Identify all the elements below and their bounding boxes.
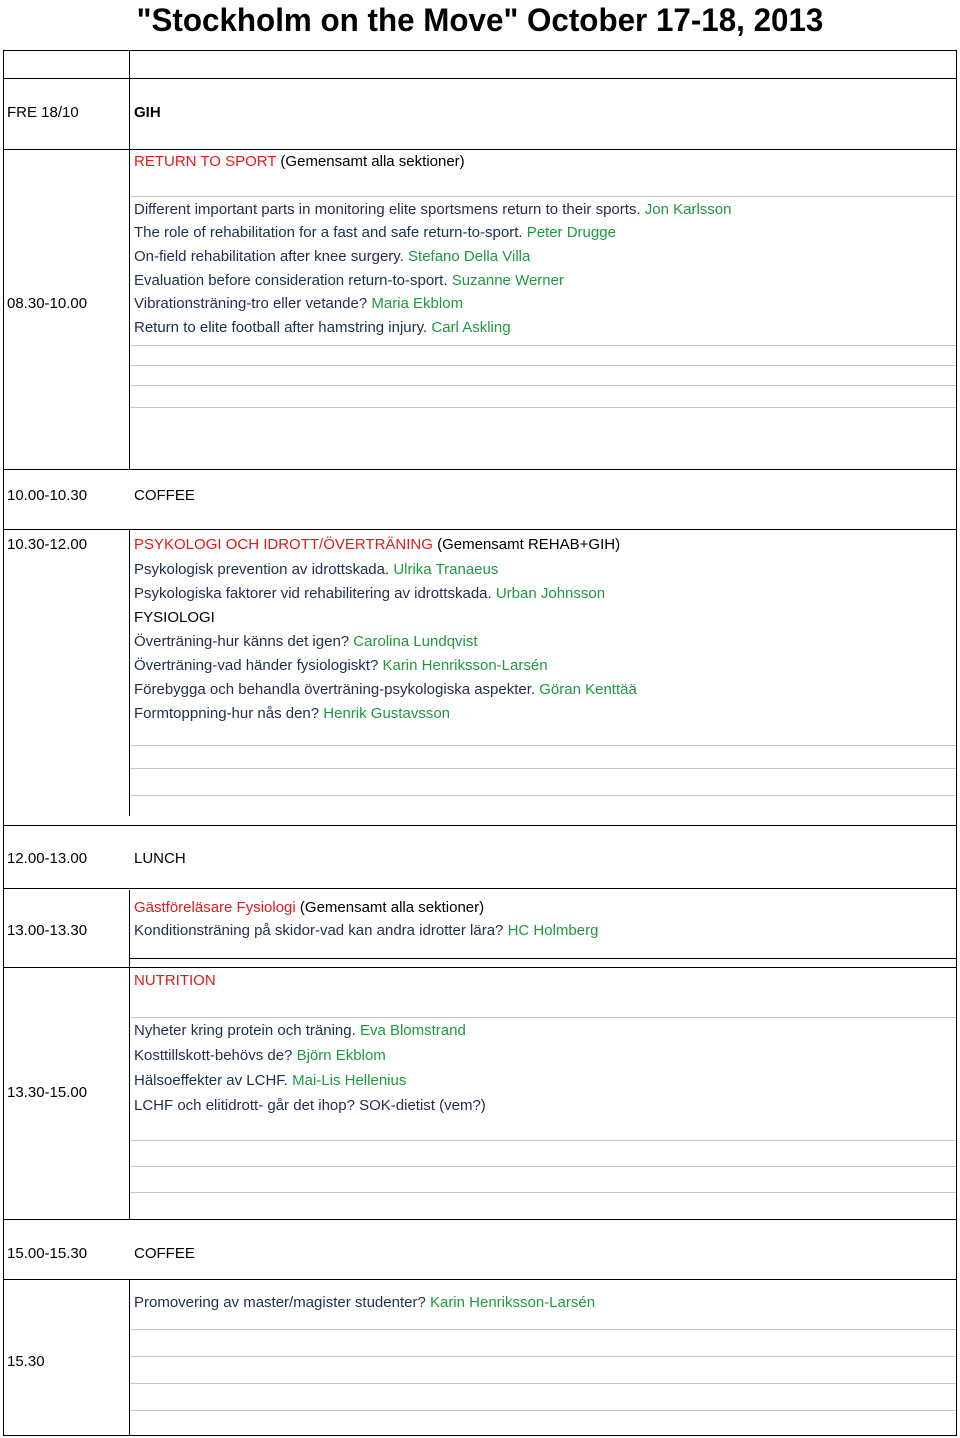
time-slot: 15.00-15.30 [7,1245,88,1262]
talk [134,585,605,603]
section-heading [134,899,484,917]
talk-title: Different important parts in monitoring elite sportsmens return to their sports. [134,201,645,218]
grid-line [130,385,956,386]
grid-line [130,768,956,769]
page-title: "Stockholm on the Move" October 17-18, 2013 [136,2,824,38]
grid-line [130,1192,956,1193]
talk-title: Vibrationsträning-tro eller vetande? [134,295,372,312]
speaker-name: Henrik Gustavsson [323,705,450,722]
time-slot: 10.00-10.30 [7,487,88,504]
talk-title: On-field rehabilitation after knee surgery. [134,248,409,265]
section-heading [134,536,620,554]
break-label: COFFEE [134,487,195,504]
section-title: Gästföreläsare Fysiologi [134,899,296,916]
grid-line [130,1140,956,1141]
row-divider [3,1219,957,1220]
row-divider [3,78,957,79]
talk-title: Promovering av master/magister studenter? [134,1294,430,1311]
talk-title: (Gemensamt REHAB+GIH) [432,536,621,553]
time-slot: 08.30-10.00 [7,295,88,312]
break-label: COFFEE [134,1245,195,1262]
talk-title: Nyheter kring protein och träning. [134,1022,360,1039]
time-slot: 12.00-13.00 [7,850,88,867]
talk [134,1097,486,1115]
column-divider [129,1280,130,1436]
talk [134,633,478,651]
talk-title: Kosttillskott-behövs de? [134,1047,297,1064]
row-divider [3,825,957,826]
speaker-name: Suzanne Werner [451,272,564,289]
talk [134,1047,386,1065]
row-divider [3,1279,957,1280]
talk [134,681,637,699]
break-label: LUNCH [134,850,186,867]
venue-label: GIH [134,104,161,121]
talk-title: Return to elite football after hamstring injury. [134,319,432,336]
section-title: PSYKOLOGI OCH IDROTT/ÖVERTRÄNING [134,536,433,553]
talk [134,319,511,337]
grid-line [130,365,956,366]
grid-line [130,745,956,746]
section-heading: NUTRITION [134,972,216,989]
talk-title: Evaluation before consideration return-to-sport. [134,272,452,289]
grid-line [130,795,956,796]
grid-line [130,407,956,408]
talk-title: Förebygga och behandla överträning-psykologiska aspekter. [134,681,540,698]
talk-title: Psykologiska faktorer vid rehabilitering av idrottskada. [134,585,496,602]
speaker-name: Stefano Della Villa [408,248,531,265]
time-slot: 13.30-15.00 [7,1084,88,1101]
speaker-name: Karin Henriksson-Larsén [429,1294,596,1311]
grid-line [130,1329,956,1330]
grid-line [130,1383,956,1384]
time-slot: 13.00-13.30 [7,922,88,939]
row-divider [3,967,957,968]
speaker-name: Maria Ekblom [371,295,464,312]
column-divider [129,890,130,1220]
talk [134,1022,466,1040]
talk-title: The role of rehabilitation for a fast and safe return-to-sport. [134,224,527,241]
talk [134,224,616,242]
time-slot: 15.30 [7,1353,45,1370]
grid-line [130,1166,956,1167]
grid-line [130,1410,956,1411]
row-divider [130,958,957,959]
talk [134,248,530,266]
talk [134,201,732,219]
talk [134,657,548,675]
talk-title: LCHF och elitidrott- går det ihop? SOK-dietist (vem?) [134,1097,486,1114]
speaker-name: Urban Johnsson [495,585,606,602]
time-slot: 10.30-12.00 [7,536,88,553]
speaker-name: Carl Askling [431,319,511,336]
talk-title: (Gemensamt alla sektioner) [276,153,465,170]
row-divider [3,149,957,150]
talk-title: Överträning-vad händer fysiologiskt? [134,657,383,674]
talk-title: Hälsoeffekter av LCHF. [134,1072,293,1089]
day-label: FRE 18/10 [7,104,79,121]
talk-title: Konditionsträning på skidor-vad kan andra idrotter lära? [134,922,508,939]
speaker-name: Ulrika Tranaeus [393,561,499,578]
talk [134,1072,406,1090]
grid-line [130,1356,956,1357]
section-title: RETURN TO SPORT [134,153,277,170]
talk-title: Formtoppning-hur nås den? [134,705,324,722]
talk-title: Psykologisk prevention av idrottskada. [134,561,394,578]
speaker-name: Jon Karlsson [644,201,732,218]
talk [134,922,598,940]
speaker-name: Mai-Lis Hellenius [292,1072,407,1089]
speaker-name: Karin Henriksson-Larsén [382,657,548,674]
speaker-name: Eva Blomstrand [359,1022,466,1039]
row-divider [3,888,957,889]
grid-line [130,196,956,197]
talk [134,705,450,723]
column-divider [129,530,130,816]
talk-title: (Gemensamt alla sektioner) [295,899,485,916]
talk [134,295,463,313]
talk-title: Överträning-hur känns det igen? [134,633,354,650]
speaker-name: Björn Ekblom [296,1047,386,1064]
talk [134,272,564,290]
section-heading [134,153,465,171]
speaker-name: Carolina Lundqvist [353,633,478,650]
talk [134,1294,595,1312]
grid-line [130,345,956,346]
grid-line [130,1017,956,1018]
row-divider [3,469,957,470]
row-divider [3,529,957,530]
subheading: FYSIOLOGI [134,609,215,626]
speaker-name: Peter Drugge [526,224,616,241]
talk [134,561,498,579]
speaker-name: Göran Kenttää [539,681,637,698]
speaker-name: HC Holmberg [507,922,599,939]
